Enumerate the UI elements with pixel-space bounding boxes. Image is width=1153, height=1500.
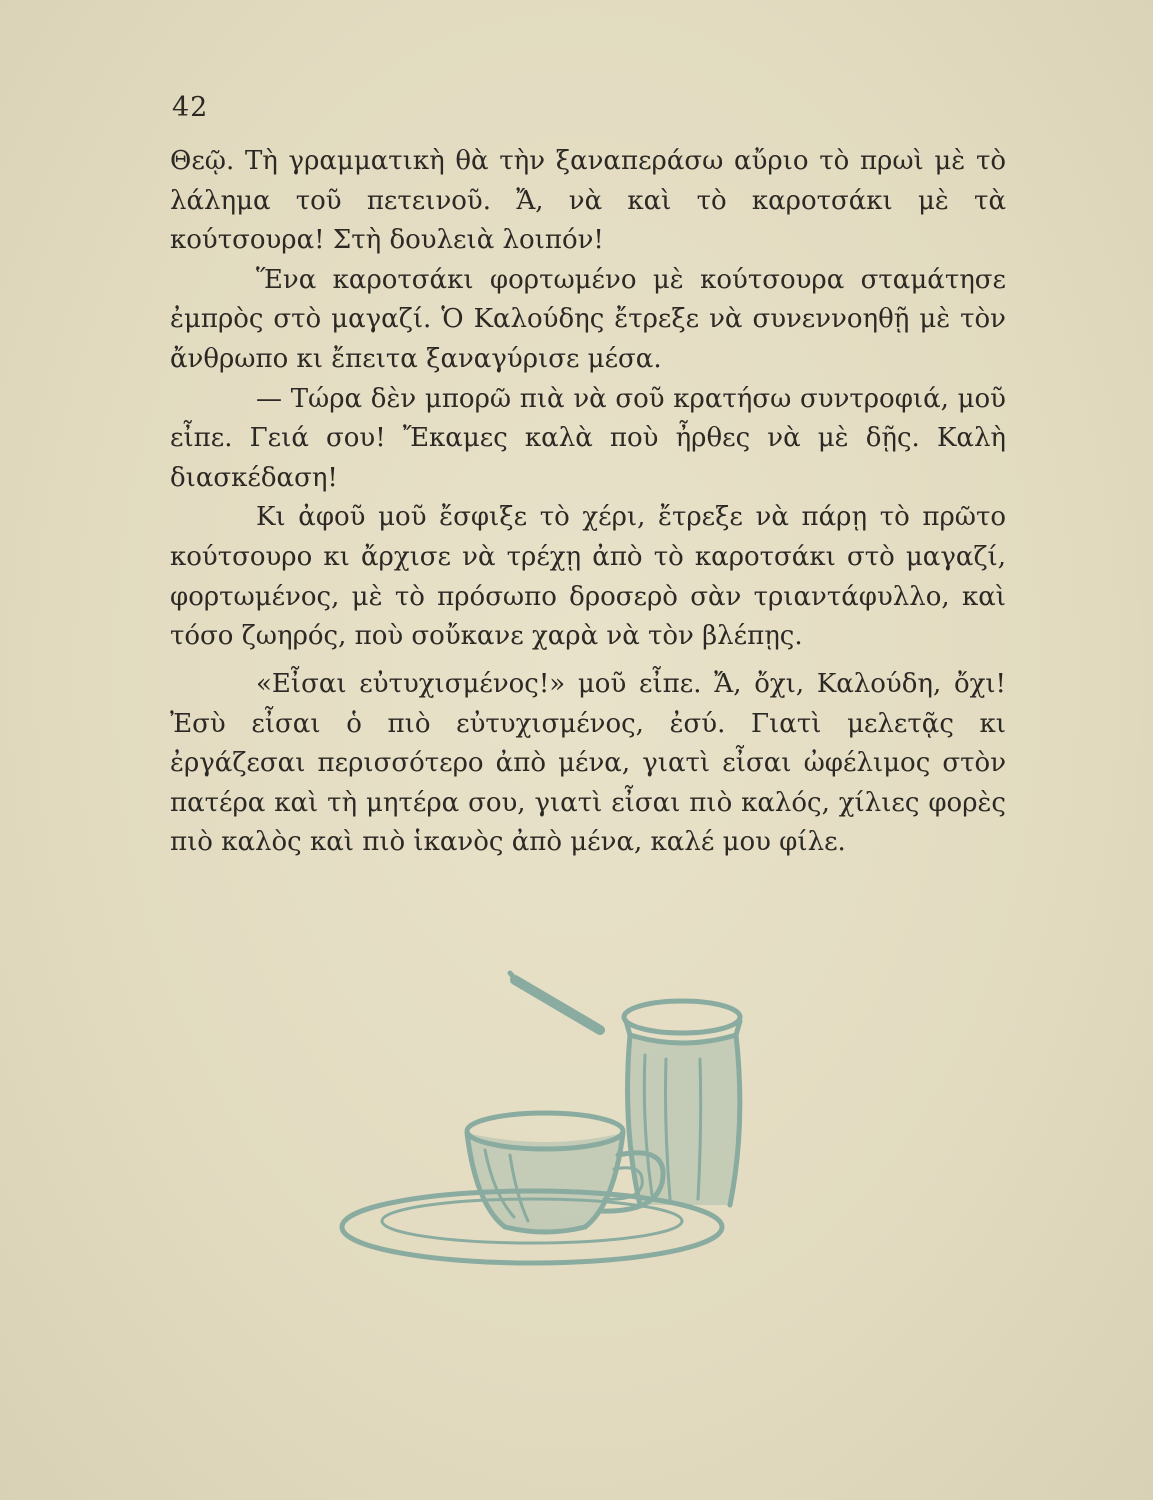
text-block-top [170, 142, 1006, 657]
text-block-bottom [170, 665, 1006, 863]
coffee-illustration [300, 955, 820, 1275]
paragraph: «Εἶσαι εὐτυχισμένος!» μοῦ εἶπε. Ἄ, ὄχι, Καλούδη, ὄχι! Ἐσὺ εἶσαι ὁ πιὸ εὐτυχισμένος, ἐσύ. Γιατὶ μελετᾷς κι ἐργάζεσαι περισσότερο ἀπὸ μένα, γιατὶ εἶσαι ὠφέλιμος στὸν πατέρα καὶ τὴ μητέρα σου, γιατὶ εἶσαι πιὸ καλός, χίλιες φορὲς πιὸ καλὸς καὶ πιὸ ἱκανὸς ἀπὸ μένα, καλέ μου φίλε. [170, 669, 1006, 858]
paragraph: — Τώρα δὲν μπορῶ πιὰ νὰ σοῦ κρατήσω συντροφιά, μοῦ εἶπε. Γειά σου! Ἔκαμες καλὰ ποὺ ἦρθες νὰ μὲ δῇς. Καλὴ διασκέδαση! [170, 383, 1006, 493]
paragraph: Κι ἀφοῦ μοῦ ἔσφιξε τὸ χέρι, ἔτρεξε νὰ πάρῃ τὸ πρῶτο κούτσουρο κι ἄρχισε νὰ τρέχῃ ἀπὸ τὸ καροτσάκι στὸ μαγαζί, φορτωμένος, μὲ τὸ πρόσωπο δροσερὸ σὰν τριαντάφυλλο, καὶ τόσο ζωηρός, ποὺ σοὔκανε χαρὰ νὰ τὸν βλέπῃς. [170, 502, 1006, 652]
paragraph: Θεῷ. Τὴ γραμματικὴ θὰ τὴν ξαναπεράσω αὔριο τὸ πρωὶ μὲ τὸ λάλημα τοῦ πετεινοῦ. Ἄ, νὰ καὶ τὸ καροτσάκι μὲ τὰ κούτσουρα! Στὴ δουλειὰ λοιπόν! [170, 146, 1006, 256]
page-number: 42 [172, 92, 209, 123]
paragraph: Ἕνα καροτσάκι φορτωμένο μὲ κούτσουρα σταμάτησε ἐμπρὸς στὸ μαγαζί. Ὁ Καλούδης ἔτρεξε νὰ συνεννοηθῇ μὲ τὸν ἄνθρωπο κι ἔπειτα ξαναγύρισε μέσα. [170, 264, 1006, 374]
